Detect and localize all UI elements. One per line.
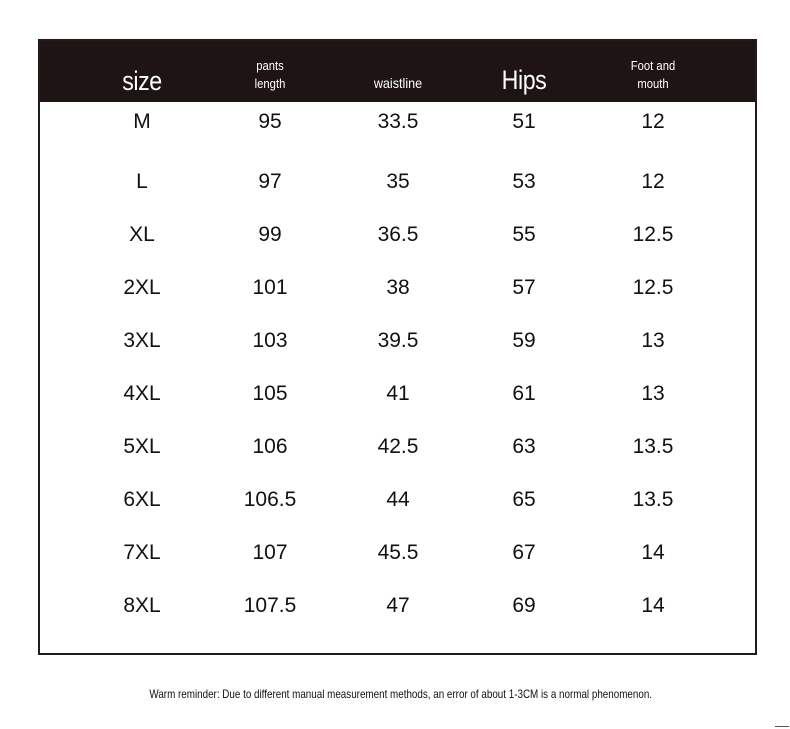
corner-divider [775, 726, 789, 727]
header-foot-and-mouth [608, 41, 698, 102]
cell-size: L [136, 169, 148, 193]
cell-size: 3XL [123, 328, 161, 352]
cell-hips: 69 [512, 593, 536, 617]
cell-hips: 61 [512, 381, 536, 405]
cell-size: 7XL [123, 540, 161, 564]
cell-waistline: 35 [386, 169, 410, 193]
cell-waistline: 44 [386, 487, 410, 511]
table-row [40, 473, 755, 526]
table-row [40, 526, 755, 579]
table-row [40, 579, 755, 632]
header-pants-length-line2: length [254, 76, 286, 91]
measurement-reminder: Warm reminder: Due to different manual measurement methods, an error of about 1-3CM is a normal phenomenon. [149, 687, 653, 701]
cell-waistline: 42.5 [377, 434, 419, 458]
header-foot-and-mouth-line1: Foot and [630, 58, 676, 73]
cell-foot-and-mouth: 14 [641, 540, 665, 564]
table-row [40, 155, 755, 208]
cell-waistline: 41 [386, 381, 410, 405]
header-waistline: waistline [373, 74, 423, 91]
header-foot-and-mouth-line2: mouth [637, 76, 669, 91]
cell-hips: 65 [512, 487, 536, 511]
table-row [40, 208, 755, 261]
cell-pants-length: 107.5 [243, 593, 297, 617]
cell-hips: 55 [512, 222, 536, 246]
cell-pants-length: 99 [258, 222, 282, 246]
cell-size: 2XL [123, 275, 161, 299]
cell-pants-length: 97 [258, 169, 282, 193]
cell-size: XL [129, 222, 155, 246]
cell-waistline: 38 [386, 275, 410, 299]
cell-hips: 51 [512, 109, 536, 133]
cell-pants-length: 106 [252, 434, 288, 458]
table-row [40, 420, 755, 473]
cell-foot-and-mouth: 12.5 [632, 222, 674, 246]
header-pants-length-line1: pants [256, 58, 284, 73]
cell-pants-length: 95 [258, 109, 282, 133]
cell-foot-and-mouth: 13.5 [632, 434, 674, 458]
cell-waistline: 36.5 [377, 222, 419, 246]
cell-foot-and-mouth: 12 [641, 169, 665, 193]
cell-foot-and-mouth: 14 [641, 593, 665, 617]
cell-pants-length: 101 [252, 275, 288, 299]
cell-hips: 67 [512, 540, 536, 564]
cell-waistline: 33.5 [377, 109, 419, 133]
cell-size: 6XL [123, 487, 161, 511]
table-row [40, 367, 755, 420]
cell-hips: 63 [512, 434, 536, 458]
header-hips: Hips [501, 65, 547, 95]
cell-foot-and-mouth: 12 [641, 109, 665, 133]
cell-foot-and-mouth: 13.5 [632, 487, 674, 511]
header-pants-length [225, 41, 315, 102]
cell-hips: 59 [512, 328, 536, 352]
cell-pants-length: 106.5 [243, 487, 297, 511]
cell-pants-length: 107 [252, 540, 288, 564]
cell-size: 4XL [123, 381, 161, 405]
cell-waistline: 47 [386, 593, 410, 617]
table-body [40, 102, 755, 632]
cell-size: 8XL [123, 593, 161, 617]
table-row [40, 314, 755, 367]
cell-pants-length: 103 [252, 328, 288, 352]
cell-waistline: 45.5 [377, 540, 419, 564]
cell-foot-and-mouth: 13 [641, 381, 665, 405]
cell-hips: 57 [512, 275, 536, 299]
cell-foot-and-mouth: 13 [641, 328, 665, 352]
cell-pants-length: 105 [252, 381, 288, 405]
table-header [40, 41, 755, 102]
cell-waistline: 39.5 [377, 328, 419, 352]
cell-hips: 53 [512, 169, 536, 193]
table-row [40, 261, 755, 314]
cell-foot-and-mouth: 12.5 [632, 275, 674, 299]
table-row [40, 102, 755, 155]
cell-size: M [133, 109, 151, 133]
cell-size: 5XL [123, 434, 161, 458]
header-size: size [122, 66, 162, 96]
size-chart-table [38, 39, 757, 655]
